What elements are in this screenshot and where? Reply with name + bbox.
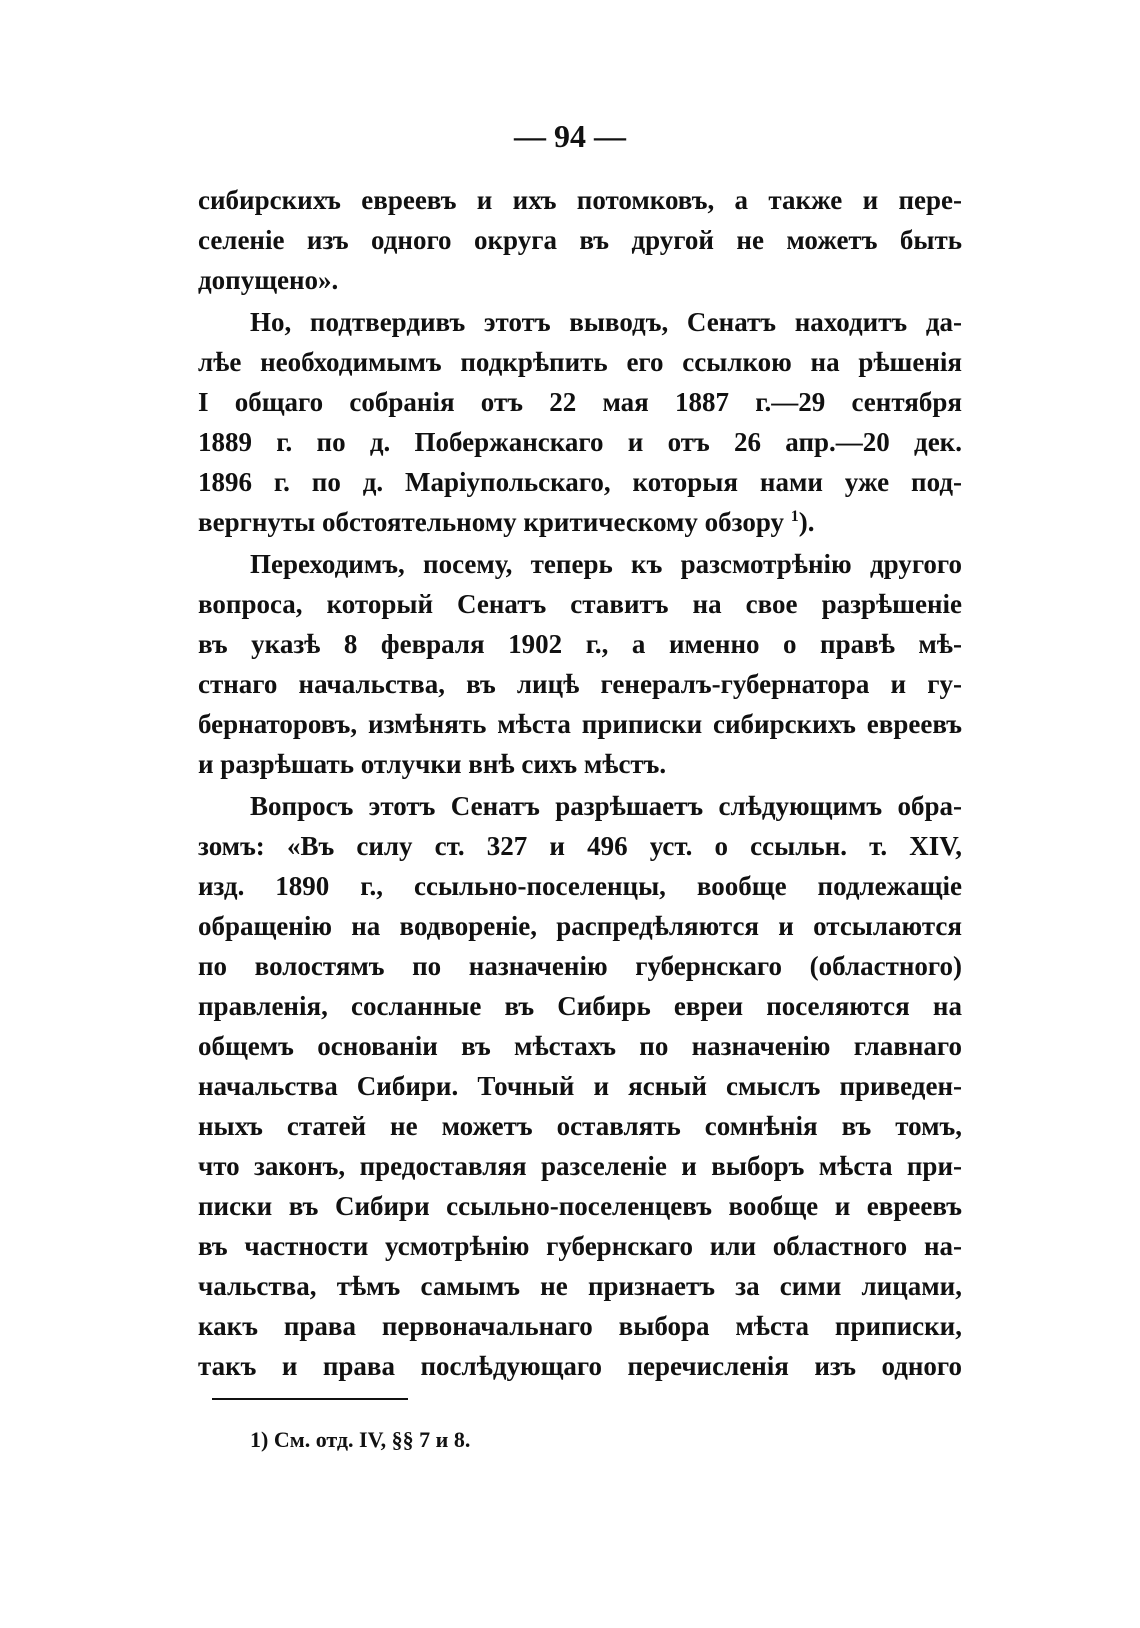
- text-line: ныхъ статей не можетъ оставлять сомнѣнія въ томъ,: [198, 1111, 962, 1141]
- text-line: какъ права первоначальнаго выбора мѣста приписки,: [198, 1311, 962, 1341]
- text-line: по волостямъ по назначенію губернскаго (областного): [198, 951, 962, 981]
- text-line: такъ и права послѣдующаго перечисленія изъ одного: [198, 1351, 962, 1381]
- text-line: сибирскихъ евреевъ и ихъ потомковъ, а также и пере-: [198, 185, 962, 215]
- text-line: селеніе изъ одного округа въ другой не можетъ быть: [198, 225, 962, 255]
- footnote-ref: 1: [790, 508, 799, 525]
- text-line: допущено».: [198, 265, 339, 295]
- text-line: въ частности усмотрѣнію губернскаго или областного на-: [198, 1231, 962, 1261]
- text-line: стнаго начальства, въ лицѣ генералъ-губернатора и гу-: [198, 669, 962, 699]
- footnote-ref-close: ).: [798, 507, 815, 537]
- page-number: — 94 —: [514, 118, 626, 154]
- text-line: 1896 г. по д. Маріупольскаго, которыя нами уже под-: [198, 467, 962, 497]
- text-line: бернаторовъ, измѣнять мѣста приписки сибирскихъ евреевъ: [198, 709, 962, 739]
- text-line: обращенію на водвореніе, распредѣляются и отсылаются: [198, 911, 962, 941]
- text-line: чальства, тѣмъ самымъ не признаетъ за сими лицами,: [198, 1271, 962, 1301]
- text-line: лѣе необходимымъ подкрѣпить его ссылкою на рѣшенія: [198, 347, 962, 377]
- text-line: Но, подтвердивъ этотъ выводъ, Сенатъ находитъ да-: [250, 307, 962, 337]
- text-line: изд. 1890 г., ссыльно-поселенцы, вообще подлежащіе: [198, 871, 962, 901]
- text-line: Переходимъ, посему, теперь къ разсмотрѣнію другого: [250, 549, 962, 579]
- footnote-text: См. отд. IV, §§ 7 и 8.: [273, 1427, 471, 1452]
- footnote-divider: [212, 1398, 408, 1400]
- text-line-content: вергнуты обстоятельному критическому обзору: [198, 507, 784, 537]
- footnote-marker: 1): [250, 1427, 269, 1452]
- text-line: Вопросъ этотъ Сенатъ разрѣшаетъ слѣдующимъ обра-: [250, 791, 962, 821]
- text-line: писки въ Сибири ссыльно-поселенцевъ вообще и евреевъ: [198, 1191, 962, 1221]
- text-line: начальства Сибири. Точный и ясный смыслъ приведен-: [198, 1071, 962, 1101]
- footnote: [250, 1425, 470, 1455]
- text-line-footnote-ref: [198, 502, 962, 542]
- text-line: вопроса, который Сенатъ ставитъ на свое разрѣшеніе: [198, 589, 962, 619]
- text-line: правленія, сосланные въ Сибирь евреи поселяются на: [198, 991, 962, 1021]
- text-line: 1889 г. по д. Побержанскаго и отъ 26 апр.—20 дек.: [198, 427, 962, 457]
- text-line: зомъ: «Въ силу ст. 327 и 496 уст. о ссыльн. т. XIV,: [198, 831, 962, 861]
- text-line: что законъ, предоставляя разселеніе и выборъ мѣста при-: [198, 1151, 962, 1181]
- text-line: въ указѣ 8 февраля 1902 г., а именно о правѣ мѣ-: [198, 629, 962, 659]
- text-line: общемъ основаніи въ мѣстахъ по назначенію главнаго: [198, 1031, 962, 1061]
- text-line: и разрѣшать отлучки внѣ сихъ мѣстъ.: [198, 749, 667, 779]
- main-text: [198, 180, 962, 1386]
- text-line: I общаго собранія отъ 22 мая 1887 г.—29 сентября: [198, 387, 962, 417]
